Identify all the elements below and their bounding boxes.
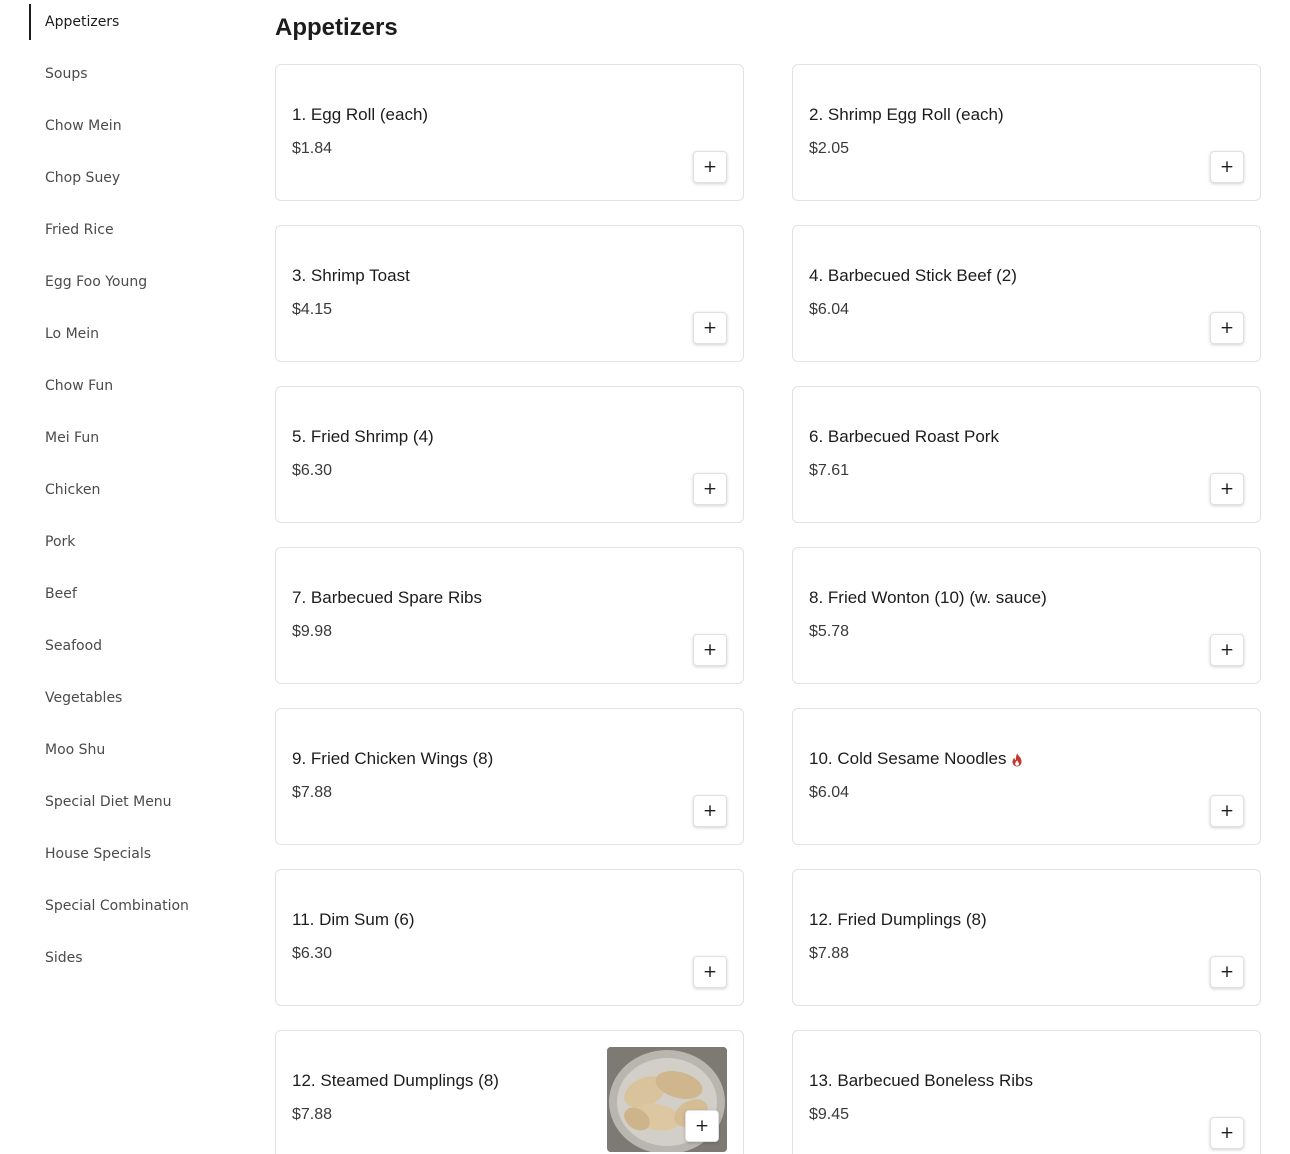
add-item-button[interactable]: + — [693, 473, 727, 505]
item-price: $6.04 — [809, 784, 850, 801]
category-sidebar — [29, 0, 249, 988]
item-price: $7.88 — [292, 1106, 333, 1123]
item-name: 5. Fried Shrimp (4) — [292, 427, 434, 446]
item-name: 9. Fried Chicken Wings (8) — [292, 749, 494, 768]
category-beef[interactable]: Beef — [45, 586, 77, 602]
add-item-button[interactable]: + — [1210, 795, 1244, 827]
item-price: $9.45 — [809, 1106, 850, 1123]
item-name: 3. Shrimp Toast — [292, 266, 410, 285]
item-price: $6.30 — [292, 945, 333, 962]
menu-item-card[interactable] — [792, 225, 1261, 362]
item-price: $1.84 — [292, 140, 333, 157]
item-price: $7.88 — [292, 784, 333, 801]
item-price: $6.30 — [292, 462, 333, 479]
item-price: $5.78 — [809, 623, 850, 640]
add-item-button[interactable]: + — [693, 795, 727, 827]
item-price: $7.88 — [809, 945, 850, 962]
category-moo-shu[interactable]: Moo Shu — [45, 742, 106, 758]
menu-item-card[interactable] — [792, 708, 1261, 845]
category-seafood[interactable]: Seafood — [45, 638, 103, 654]
item-name: 4. Barbecued Stick Beef (2) — [809, 266, 1017, 285]
item-name: 7. Barbecued Spare Ribs — [292, 588, 482, 607]
category-pork[interactable]: Pork — [45, 534, 76, 550]
category-special-combination[interactable]: Special Combination — [45, 898, 189, 914]
add-item-button[interactable]: + — [693, 151, 727, 183]
category-egg-foo-young[interactable]: Egg Foo Young — [45, 274, 148, 290]
item-name: 10. Cold Sesame Noodles — [809, 749, 1007, 768]
category-chow-mein[interactable]: Chow Mein — [45, 118, 122, 134]
add-item-button[interactable]: + — [1210, 956, 1244, 988]
dumplings-photo[interactable] — [607, 1047, 727, 1152]
add-item-button[interactable]: + — [693, 956, 727, 988]
menu-item-card[interactable] — [275, 547, 744, 684]
menu-item-card[interactable] — [275, 64, 744, 201]
section-title: Appetizers — [275, 14, 398, 41]
menu-item-card[interactable] — [792, 386, 1261, 523]
menu-item-card[interactable] — [792, 869, 1261, 1006]
category-chow-fun[interactable]: Chow Fun — [45, 378, 114, 394]
menu-item-card[interactable] — [792, 1030, 1261, 1154]
item-name: 6. Barbecued Roast Pork — [809, 427, 999, 446]
item-name-row — [809, 749, 1023, 769]
category-soups[interactable]: Soups — [45, 66, 88, 82]
item-price: $6.04 — [809, 301, 850, 318]
category-sides[interactable]: Sides — [45, 950, 83, 966]
menu-item-card[interactable] — [792, 547, 1261, 684]
menu-item-card[interactable] — [275, 386, 744, 523]
item-name: 8. Fried Wonton (10) (w. sauce) — [809, 588, 1047, 607]
item-price: $9.98 — [292, 623, 333, 640]
category-mei-fun[interactable]: Mei Fun — [45, 430, 100, 446]
category-chop-suey[interactable]: Chop Suey — [45, 170, 121, 186]
add-item-button[interactable]: + — [1210, 634, 1244, 666]
menu-item-grid — [275, 64, 1261, 1154]
menu-item-card[interactable] — [275, 225, 744, 362]
add-item-button[interactable]: + — [1210, 312, 1244, 344]
add-item-button[interactable]: + — [1210, 473, 1244, 505]
category-chicken[interactable]: Chicken — [45, 482, 101, 498]
item-price: $4.15 — [292, 301, 333, 318]
category-appetizers[interactable]: Appetizers — [29, 0, 249, 52]
menu-item-card[interactable] — [792, 64, 1261, 201]
flame-icon — [1011, 753, 1023, 767]
add-item-button[interactable]: + — [685, 1110, 719, 1142]
category-house-specials[interactable]: House Specials — [45, 846, 152, 862]
add-item-button[interactable]: + — [1210, 1117, 1244, 1149]
category-lo-mein[interactable]: Lo Mein — [45, 326, 100, 342]
item-price: $2.05 — [809, 140, 850, 157]
menu-item-card[interactable] — [275, 1030, 744, 1154]
category-vegetables[interactable]: Vegetables — [45, 690, 123, 706]
add-item-button[interactable]: + — [693, 312, 727, 344]
add-item-button[interactable]: + — [1210, 151, 1244, 183]
menu-item-card[interactable] — [275, 708, 744, 845]
add-item-button[interactable]: + — [693, 634, 727, 666]
item-name: 12. Steamed Dumplings (8) — [292, 1071, 499, 1090]
item-name: 11. Dim Sum (6) — [292, 910, 415, 929]
menu-item-card[interactable] — [275, 869, 744, 1006]
item-name: 1. Egg Roll (each) — [292, 105, 429, 124]
category-special-diet-menu[interactable]: Special Diet Menu — [45, 794, 172, 810]
item-name: 12. Fried Dumplings (8) — [809, 910, 987, 929]
item-price: $7.61 — [809, 462, 850, 479]
item-name: 13. Barbecued Boneless Ribs — [809, 1071, 1033, 1090]
category-fried-rice[interactable]: Fried Rice — [45, 222, 114, 238]
item-name: 2. Shrimp Egg Roll (each) — [809, 105, 1004, 124]
